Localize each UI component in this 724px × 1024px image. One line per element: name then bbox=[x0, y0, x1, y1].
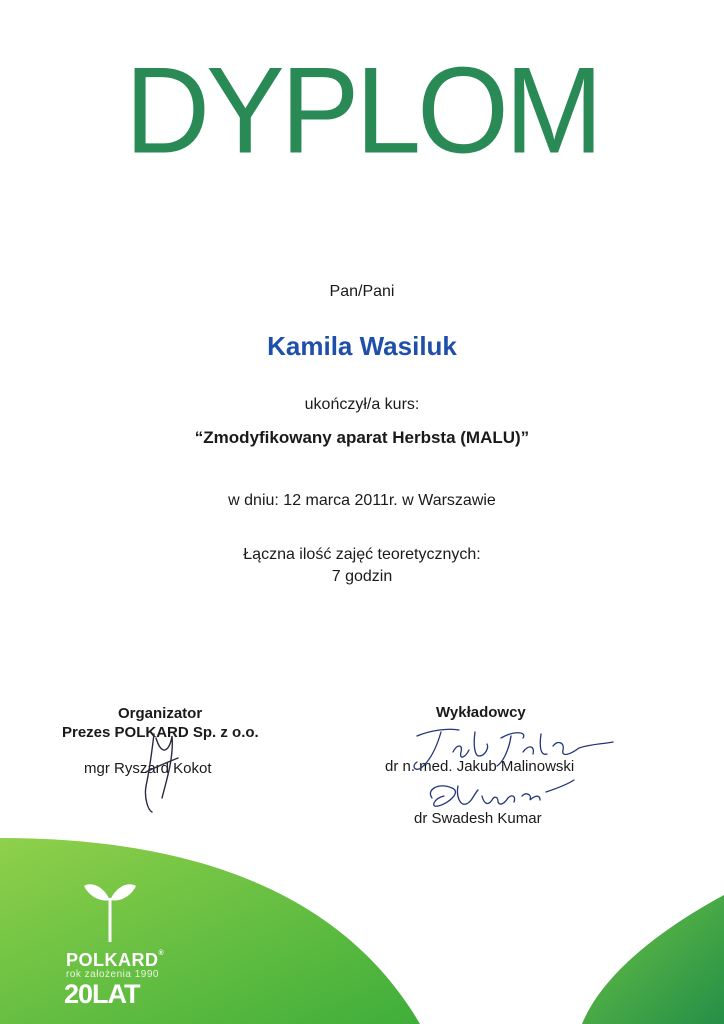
recipient-name: Kamila Wasiluk bbox=[267, 331, 457, 361]
salutation: Pan/Pani bbox=[329, 283, 395, 300]
completed-label: ukończył/a kurs: bbox=[304, 396, 420, 413]
lecturer-name: dr Swadesh Kumar bbox=[414, 810, 542, 827]
diploma-title: DYPLOM bbox=[124, 42, 600, 180]
logo-brand: POLKARD® bbox=[66, 950, 165, 970]
lecturer-signature bbox=[418, 778, 578, 818]
hours-value: 7 godzin bbox=[331, 568, 393, 585]
course-name: “Zmodyfikowany aparat Herbsta (MALU)” bbox=[194, 428, 530, 447]
logo-anniversary: 20LAT bbox=[64, 979, 140, 1009]
lecturers-title: Wykładowcy bbox=[436, 704, 526, 721]
sprout-logo-icon bbox=[84, 876, 136, 946]
date-line: w dniu: 12 marca 2011r. w Warszawie bbox=[228, 492, 496, 509]
organizer-signature bbox=[132, 728, 192, 816]
hours-label: Łączna ilość zajęć teoretycznych: bbox=[243, 546, 481, 563]
logo-year: rok założenia 1990 bbox=[66, 969, 159, 980]
organizer-title: Organizator bbox=[118, 705, 203, 722]
organizer-person: mgr Ryszard Kokot bbox=[84, 760, 212, 777]
lecturer-name: dr n. med. Jakub Malinowski bbox=[385, 758, 575, 775]
lecturer-signature bbox=[405, 722, 617, 776]
organizer-subtitle: Prezes POLKARD Sp. z o.o. bbox=[62, 724, 259, 741]
